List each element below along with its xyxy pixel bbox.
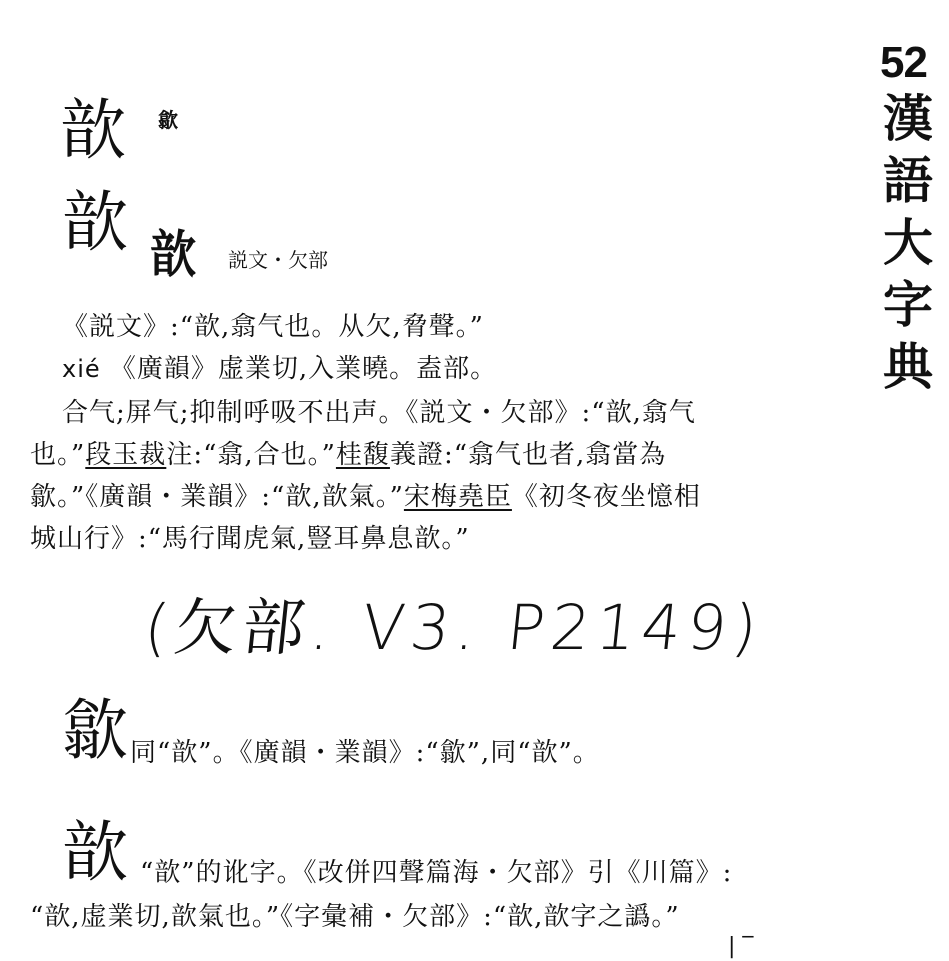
- page-edge-mark: | ‾: [728, 934, 754, 959]
- pinyin: xié: [62, 355, 101, 383]
- seal-script-glyph: 歆: [150, 224, 190, 284]
- person-name-mei-yaochen: 宋梅堯臣: [403, 482, 512, 512]
- entry1-line-poem: 城山行》:“馬行聞虎氣,豎耳鼻息歆。”: [30, 524, 470, 554]
- entry1-line-commentary: [30, 438, 666, 472]
- entry2-definition: 同“歆”。《廣韻・業韻》:“歙”,同“歆”。: [130, 738, 600, 768]
- commentary-text-c: 義證:“翕气也者,翕當為: [389, 440, 667, 470]
- entry2-headword: 歙: [62, 692, 128, 769]
- commentary-text-a: 也。”: [30, 440, 86, 470]
- entry1-headword-traditional: 歆: [62, 184, 128, 261]
- entry1-line-shuowen: 《説文》:“歆,翕气也。从欠,脅聲。”: [62, 312, 484, 342]
- entry1-line-guangyun: [30, 480, 701, 514]
- poem-title-start: 《初冬夜坐憶相: [511, 482, 701, 512]
- commentary-text-b: 注:“翕,合也。”: [166, 440, 336, 470]
- entry1-variant-small: 歙: [158, 108, 178, 132]
- entry1-line-definition: 合气;屏气;抑制呼吸不出声。《説文・欠部》:“歆,翕气: [62, 398, 696, 428]
- person-name-gui-fu: 桂馥: [335, 440, 390, 470]
- entry3-line-2: “歆,虚業切,歆氣也。”《字彙補・欠部》:“歆,歆字之譌。”: [30, 902, 680, 932]
- guangyun-text: 歙。”《廣韻・業韻》:“歆,歆氣。”: [30, 482, 404, 512]
- entry3-headword: 歆: [62, 814, 128, 891]
- source-book-title: 漢語大字典: [883, 89, 933, 396]
- person-name-duan-yucai: 段玉裁: [85, 440, 167, 470]
- entry3-line-1: “歆”的讹字。《改併四聲篇海・欠部》引《川篇》:: [140, 858, 733, 888]
- entry1-headword: 歆: [60, 92, 126, 169]
- entry1-line-pronunciation: [62, 352, 497, 386]
- handwritten-reference-note: (欠部. V3. P2149): [140, 591, 767, 664]
- seal-script-source: 説文・欠部: [228, 248, 328, 272]
- rhyme-info: 《廣韻》虚業切,入業曉。盍部。: [109, 354, 498, 384]
- source-page-number: 52: [880, 38, 927, 87]
